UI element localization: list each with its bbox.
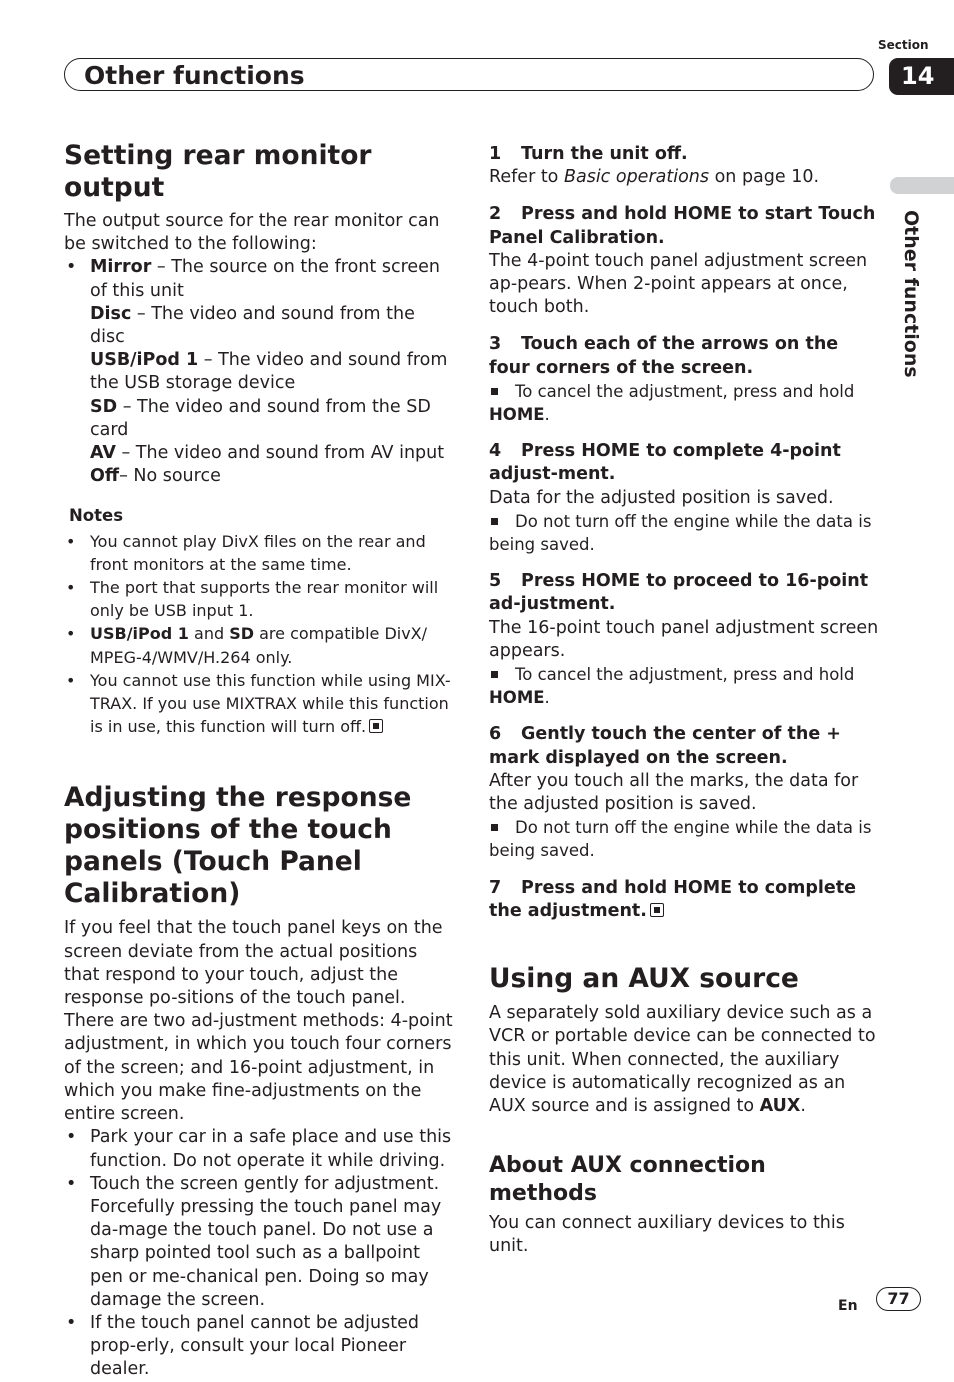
rear-monitor-heading: Setting rear monitor output (64, 140, 372, 203)
square-bullet-icon (491, 388, 498, 395)
step-4-note: Do not turn off the engine while the data is being saved. (489, 511, 872, 555)
option-off: Off– No source (90, 466, 221, 487)
calibration-intro: If you feel that the touch panel keys on the screen deviate from the actual positions that respond to your touch, adjust the response po-sitions of the touch panel. There are two ad-justment methods: 4-point adjustment, in which you touch four corners of the screen; and 16-point adjustment, in which you make fine-adjustments on the entire screen. (64, 918, 453, 1125)
note-item: • USB/iPod 1 and SD are compatible DivX/ MPEG-4/WMV/H.264 only. (64, 622, 454, 668)
step-1-body: Refer to Basic operations on page 10. (489, 167, 820, 188)
calibration-bullet: • Park your car in a safe place and use this function. Do not operate it while driving. (64, 1126, 454, 1172)
step-4-body: Data for the adjusted position is saved. (489, 487, 834, 508)
step-4-heading: 4 Press HOME to complete 4-point adjust-ment. (489, 441, 841, 485)
square-bullet-icon (491, 671, 498, 678)
option-disc: Disc – The video and sound from the disc (90, 303, 415, 348)
note-item: • The port that supports the rear monitor will only be USB input 1. (64, 576, 454, 622)
option-mirror: • Mirror – The source on the front screen of this unit (64, 256, 454, 302)
step-6-body: After you touch all the marks, the data for the adjusted position is saved. (489, 770, 859, 815)
step-5-heading: 5 Press HOME to proceed to 16-point ad-justment. (489, 571, 869, 615)
left-column (64, 140, 454, 1382)
rear-monitor-intro: The output source for the rear monitor can be switched to the following: (64, 211, 440, 255)
language-code: En (838, 1298, 858, 1314)
page-number: 77 (876, 1287, 921, 1311)
chapter-title: Other functions (84, 61, 305, 90)
step-2-body: The 4-point touch panel adjustment screen ap-pears. When 2-point appears at once, touch both. (489, 250, 868, 318)
step-5-note: To cancel the adjustment, press and hold HOME. (489, 665, 855, 708)
note-item: • You cannot use this function while using MIX-TRAX. If you use MIXTRAX while this function is in use, this function will turn off. (64, 669, 454, 739)
square-bullet-icon (491, 824, 498, 831)
step-3-heading: 3 Touch each of the arrows on the four corners of the screen. (489, 334, 839, 378)
side-tab-label: Other functions (900, 210, 922, 378)
option-av: AV – The video and sound from AV input (90, 443, 445, 464)
rear-monitor-options (64, 256, 454, 302)
notes-list (64, 530, 454, 739)
aux-connection-heading: About AUX connection methods (489, 1153, 766, 1207)
square-bullet-icon (491, 518, 498, 525)
end-mark-icon (369, 719, 383, 733)
calibration-bullets (64, 1126, 454, 1381)
step-2-heading: 2 Press and hold HOME to start Touch Panel Calibration. (489, 204, 876, 248)
calibration-bullet: • If the touch panel cannot be adjusted prop-erly, consult your local Pioneer dealer. (64, 1312, 454, 1382)
right-column (489, 140, 879, 1259)
calibration-heading: Adjusting the response positions of the touch panels (Touch Panel Calibration) (64, 782, 412, 910)
option-usb: USB/iPod 1 – The video and sound from the USB storage device (90, 350, 448, 394)
step-6-note: Do not turn off the engine while the data is being saved. (489, 818, 872, 861)
step-5-body: The 16-point touch panel adjustment screen appears. (489, 617, 879, 661)
notes-heading: Notes (69, 506, 124, 526)
step-6-heading: 6 Gently touch the center of the + mark displayed on the screen. (489, 724, 841, 768)
calibration-bullet: • Touch the screen gently for adjustment. Forcefully pressing the touch panel may da-mage the touch panel. Do not use a sharp pointed tool such as a ballpoint pen or me-chanical pen. Doing so may damage the screen. (64, 1173, 454, 1312)
option-sd: SD – The video and sound from the SD card (90, 396, 431, 440)
aux-body: A separately sold auxiliary device such as a VCR or portable device can be connected to this unit. When connected, the auxiliary device is automatically recognized as an AUX source and is assigned to AUX. (489, 1003, 876, 1116)
aux-heading: Using an AUX source (489, 963, 799, 995)
end-mark-icon (650, 903, 664, 917)
step-3-note: To cancel the adjustment, press and hold HOME. (489, 381, 855, 425)
section-number-badge: 14 (889, 58, 954, 95)
note-item: • You cannot play DivX files on the rear and front monitors at the same time. (64, 530, 454, 576)
side-tab-marker (890, 177, 954, 194)
section-label: Section (878, 38, 929, 52)
step-7-heading: 7 Press and hold HOME to complete the adjustment. (489, 877, 856, 921)
step-1-heading: 1 Turn the unit off. (489, 144, 688, 164)
aux-connection-body: You can connect auxiliary devices to this unit. (489, 1213, 845, 1257)
